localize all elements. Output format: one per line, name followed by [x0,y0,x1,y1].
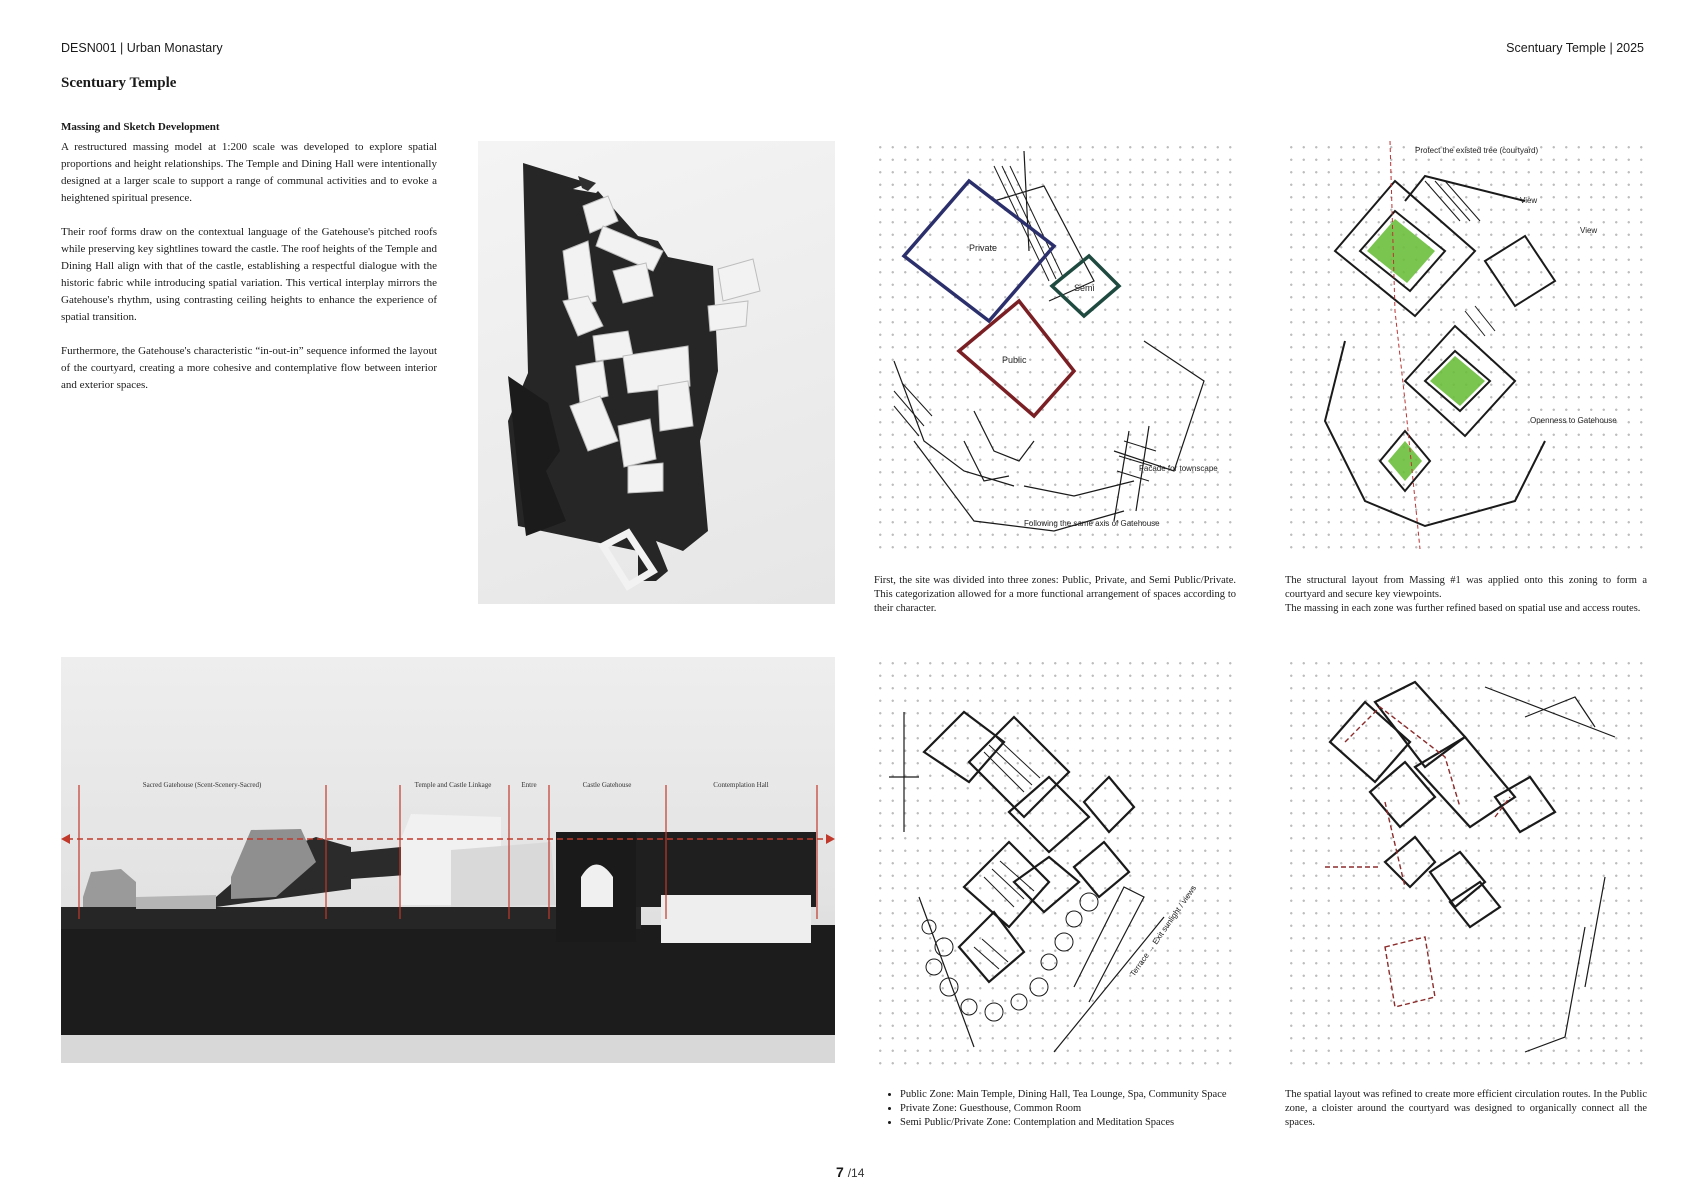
refined-massing-sketch-drawing [874,657,1238,1065]
list-item: • Public Zone: Main Temple, Dining Hall, Tea Lounge, Spa, Community Space [900,1088,1236,1102]
elevation-label-temple-castle: Temple and Castle Linkage [414,781,492,789]
list-item: • Semi Public/Private Zone: Contemplation and Meditation Spaces [900,1116,1236,1130]
elevation-label-castle-gatehouse: Castle Gatehouse [582,781,632,789]
private-label: Private [969,243,998,253]
view-note-2: View [1580,226,1598,235]
courtyard-sketch-drawing [1285,141,1649,549]
page-number [836,1164,864,1180]
public-label: Public [1002,355,1027,365]
circulation-sketch-drawing [1285,657,1649,1065]
zoning-sketch-drawing [874,141,1238,549]
course-header: DESN001 | Urban Monastary [61,41,223,55]
refined-massing-sketch [874,657,1238,1065]
courtyard-caption-line-1: The structural layout from Massing #1 was applied onto this zoning to form a courtyard and secure key viewpoints. [1285,575,1647,600]
zone-list [874,1088,1236,1130]
massing-model-drawing [478,141,835,604]
current-page: 7 [836,1164,844,1180]
axis-note: Following the same axis of Gatehouse [1024,519,1160,528]
courtyard-caption [1285,574,1647,616]
openness-note: Openness to Gatehouse [1530,416,1617,425]
elevation-model-photo [61,657,835,1063]
elevation-label-contemplation-hall: Contemplation Hall [713,781,769,789]
list-item: • Private Zone: Guesthouse, Common Room [900,1102,1236,1116]
view-note-1: View [1520,196,1538,205]
terrace-note: Terrace → Exit sunlight / views [1128,883,1199,979]
body-text [61,139,437,411]
zoning-caption: First, the site was divided into three zones: Public, Private, and Semi Public/Private. This categorization allowed for a more functional arrangement of spaces according to their character. [874,575,1236,614]
elevation-label-entre: Entre [521,781,537,789]
circulation-sketch [1285,657,1649,1065]
massing-model-photo [478,141,835,604]
paragraph-2: Their roof forms draw on the contextual language of the Gatehouse's pitched roofs while preserving key sightlines toward the castle. The roof heights of the Temple and Dining Hall align with that of the castle, establishing a respectful dialogue with the historic fabric while introducing spatial variation. This vertical interplay mirrors the Gatehouse's rhythm, using contrasting ceiling heights to enhance the experience of spatial transition. [61,226,437,323]
facade-note: Facade for townscape [1139,464,1218,473]
circulation-caption: The spatial layout was refined to create more efficient circulation routes. In the Public zone, a cloister around the courtyard was designed to organically connect all the spaces. [1285,1089,1647,1128]
courtyard-sketch [1285,141,1649,549]
paragraph-1: A restructured massing model at 1:200 scale was developed to explore spatial proportions and height relationships. The Temple and Dining Hall were intentionally designed at a larger scale to support a range of communal activities and to evoke a heightened spiritual presence. [61,141,437,204]
total-pages: /14 [847,1166,865,1180]
semi-label: Semi [1074,283,1095,293]
courtyard-caption-line-2: The massing in each zone was further refined based on spatial use and access routes. [1285,603,1641,614]
tree-note: Protect the existed tree (courtyard) [1415,146,1539,155]
paragraph-3: Furthermore, the Gatehouse's characteristic “in-out-in” sequence informed the layout of the courtyard, creating a more cohesive and contemplative flow between interior and exterior spaces. [61,345,437,391]
project-header: Scentuary Temple | 2025 [1506,41,1644,55]
section-heading: Massing and Sketch Development [61,121,220,133]
elevation-model-drawing [61,657,835,1063]
zoning-sketch [874,141,1238,549]
elevation-label-sacred-gatehouse: Sacred Gatehouse (Scent-Scenery-Sacred) [142,781,262,789]
page-title: Scentuary Temple [61,75,177,91]
